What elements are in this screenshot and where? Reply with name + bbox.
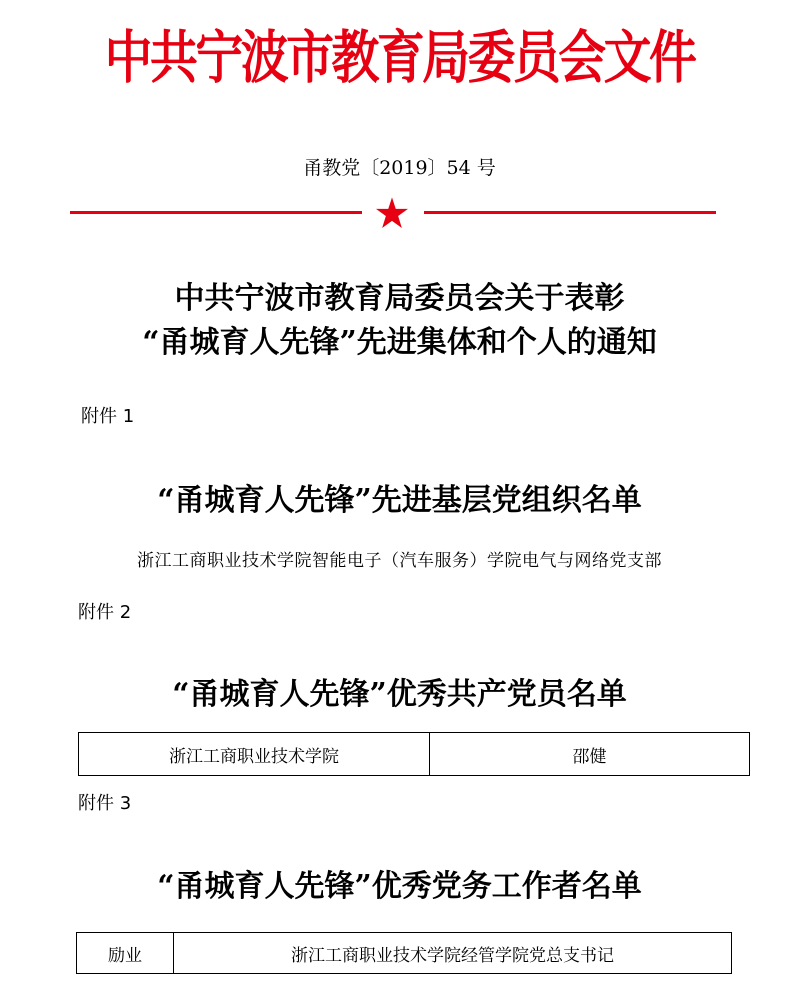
document-number: 甬教党〔2019〕54 号 xyxy=(303,157,496,179)
red-rule-left xyxy=(70,211,362,214)
attachment2-title: “甬城育人先锋”优秀共产党员名单 xyxy=(172,677,627,712)
table-row xyxy=(77,933,732,974)
attachment3-label: 附件 3 xyxy=(78,793,132,814)
unit-cell: 浙江工商职业技术学院 xyxy=(79,733,430,776)
document-masthead: 中共宁波市教育局委员会文件 xyxy=(104,25,695,91)
name-cell: 励业 xyxy=(77,933,174,974)
position-cell: 浙江工商职业技术学院经管学院党总支书记 xyxy=(174,933,732,974)
table-row xyxy=(79,733,750,776)
attachment1-title: “甬城育人先锋”先进基层党组织名单 xyxy=(157,483,642,518)
name-cell: 邵健 xyxy=(430,733,750,776)
attachment3-table xyxy=(76,932,732,974)
attachment2-table xyxy=(78,732,750,776)
red-star-icon xyxy=(375,196,409,230)
attachment2-label: 附件 2 xyxy=(78,602,132,623)
notice-title-line1: 中共宁波市教育局委员会关于表彰 xyxy=(174,281,625,316)
red-rule-right xyxy=(424,211,716,214)
attachment1-org: 浙江工商职业技术学院智能电子（汽车服务）学院电气与网络党支部 xyxy=(137,551,662,571)
attachment1-label: 附件 1 xyxy=(81,406,135,427)
attachment3-title: “甬城育人先锋”优秀党务工作者名单 xyxy=(157,869,642,904)
notice-title-line2: “甬城育人先锋”先进集体和个人的通知 xyxy=(142,325,657,360)
